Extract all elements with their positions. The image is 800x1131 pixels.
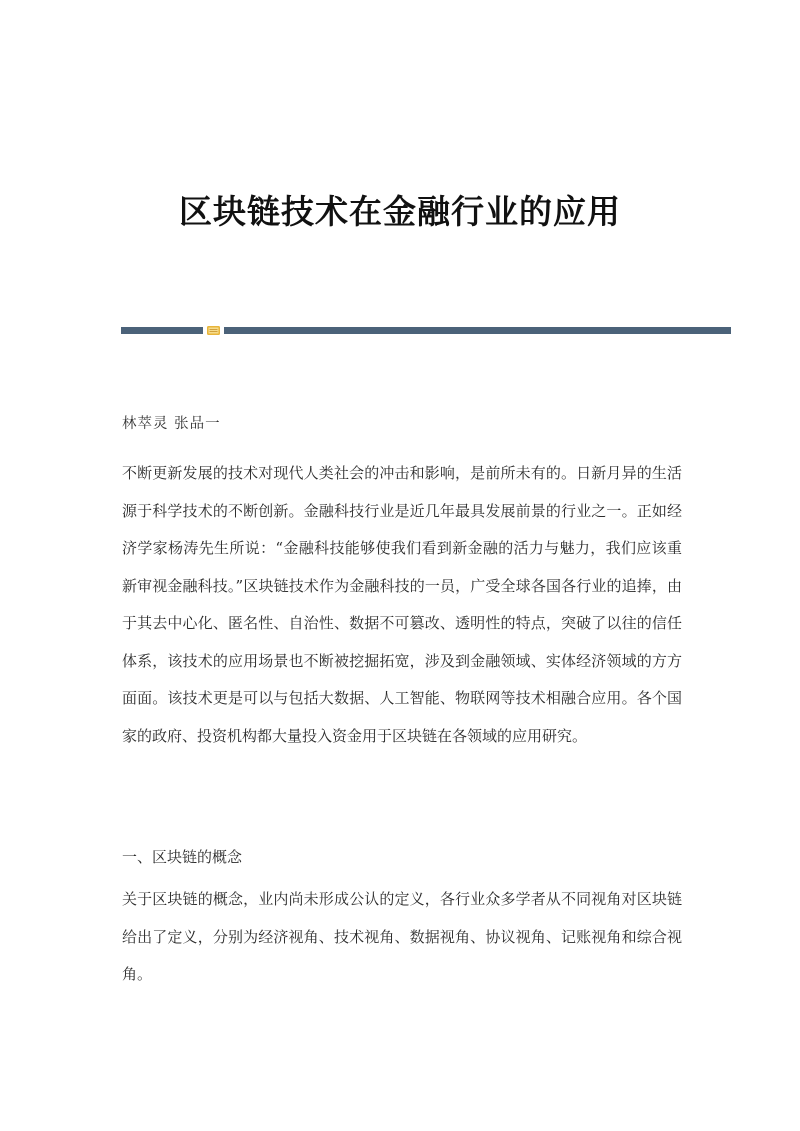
divider-bar-left [121, 327, 203, 334]
section-heading-concept: 一、区块链的概念 [122, 848, 243, 866]
document-authors: 林萃灵 张品一 [122, 416, 221, 432]
document-title: 区块链技术在金融行业的应用 [179, 192, 621, 231]
divider-bar-right [224, 327, 731, 334]
book-ornament-icon [206, 325, 221, 336]
title-divider [121, 325, 731, 337]
paragraph-intro: 不断更新发展的技术对现代人类社会的冲击和影响，是前所未有的。日新月异的生活源于科学技术的不断创新。金融科技行业是近几年最具发展前景的行业之一。正如经济学家杨涛先生所说：“金融科技能够使我们看到新金融的活力与魅力，我们应该重新审视金融科技。”区块链技术作为金融科技的一员，广受全球各国各行业的追捧，由于其去中心化、匿名性、自治性、数据不可篡改、透明性的特点，突破了以往的信任体系，该技术的应用场景也不断被挖掘拓宽，涉及到金融领域、实体经济领域的方方面面。该技术更是可以与包括大数据、人工智能、物联网等技术相融合应用。各个国家的政府、投资机构都大量投入资金用于区块链在各领域的应用研究。 [122, 464, 682, 745]
paragraph-concept: 关于区块链的概念，业内尚未形成公认的定义，各行业众多学者从不同视角对区块链给出了定义，分别为经济视角、技术视角、数据视角、协议视角、记账视角和综合视角。 [122, 890, 682, 983]
